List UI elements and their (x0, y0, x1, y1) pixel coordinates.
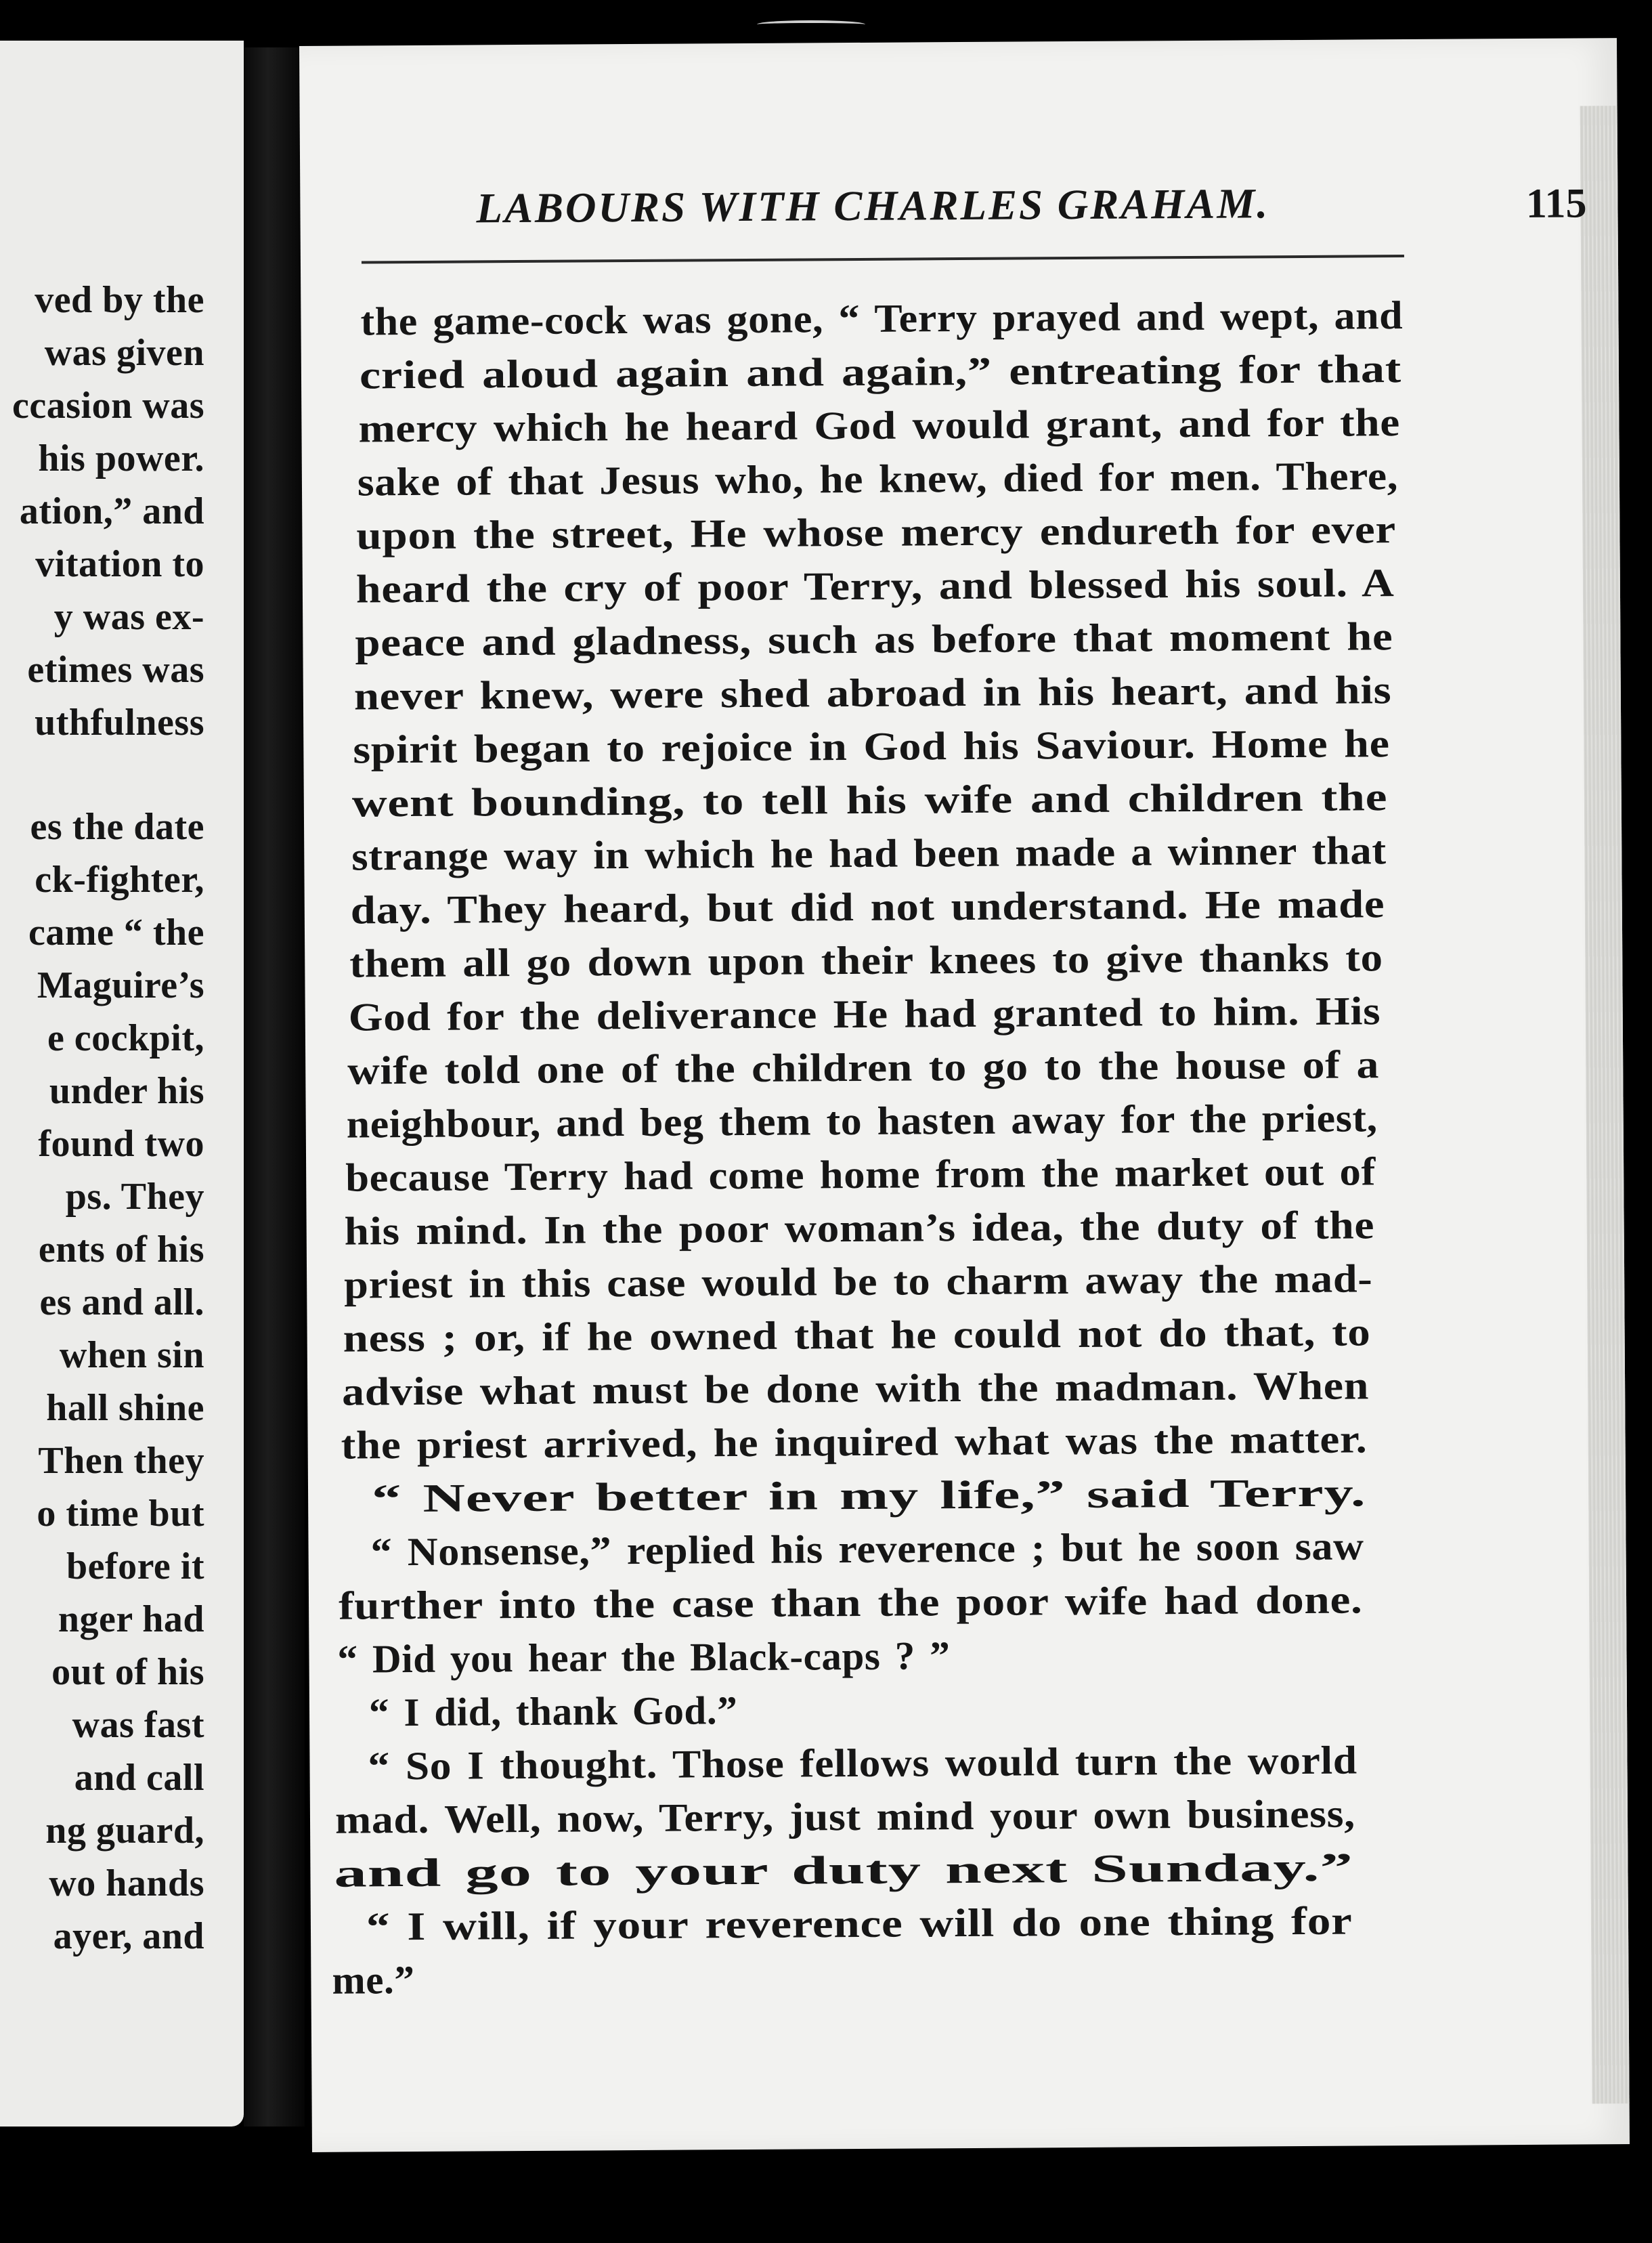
facing-line: es the date (30, 806, 204, 848)
text-line: his mind. In the poor woman’s idea, the duty of the (344, 1202, 1375, 1254)
facing-line: uthfulness (35, 702, 204, 744)
text-line: God for the deliverance He had granted to him. His (348, 988, 1381, 1040)
facing-line: was given (44, 332, 204, 374)
facing-line: his power. (38, 437, 204, 479)
text-line: and go to your duty next Sunday.” (334, 1844, 1354, 1896)
facing-line: ents of his (38, 1229, 204, 1270)
running-title: LABOURS WITH CHARLES GRAHAM. (476, 179, 1270, 232)
text-line: sake of that Jesus who, he knew, died for men. There, (357, 453, 1399, 505)
facing-line: nger had (58, 1598, 204, 1640)
facing-line: ck-fighter, (35, 859, 204, 901)
text-line: mad. Well, now, Terry, just mind your own business, (334, 1791, 1355, 1842)
text-line: the game-cock was gone, “ Terry prayed and wept, and (360, 293, 1404, 344)
facing-line: ation,” and (19, 490, 204, 532)
facing-line: ng guard, (45, 1810, 204, 1852)
facing-line: came “ the (28, 912, 204, 954)
text-line: “ I did, thank God.” (368, 1688, 738, 1735)
text-line: “ Did you hear the Black-caps ? ” (337, 1633, 951, 1682)
text-line: me.” (332, 1957, 415, 2003)
facing-line: vitation to (35, 543, 204, 585)
text-line: spirit began to rejoice in God his Saviour. Home he (353, 721, 1390, 772)
facing-line: Then they (38, 1440, 204, 1482)
book-gutter (244, 47, 305, 2127)
text-line: wife told one of the children to go to the house of a (347, 1042, 1380, 1093)
text-line: day. They heard, but did not understand. He made (350, 881, 1385, 933)
text-line: priest in this case would be to charm away the mad- (343, 1256, 1373, 1307)
text-line: “ Never better in my life,” said Terry. (371, 1470, 1366, 1521)
facing-line: wo hands (49, 1862, 204, 1904)
facing-line: e cockpit, (47, 1017, 204, 1059)
facing-line: o time but (37, 1493, 204, 1535)
facing-line: when sin (59, 1334, 204, 1376)
facing-line: ved by the (35, 279, 204, 321)
page-115 (299, 38, 1630, 2152)
text-line: ness ; or, if he owned that he could not do that, to (343, 1309, 1371, 1361)
facing-line: and call (74, 1757, 204, 1799)
facing-line: hall shine (46, 1387, 204, 1429)
facing-page-fragment (0, 41, 244, 2127)
text-line: went bounding, to tell his wife and children the (351, 774, 1388, 826)
facing-line: ps. They (65, 1176, 204, 1218)
text-line: heard the cry of poor Terry, and blessed his soul. A (355, 560, 1395, 612)
facing-line: Maguire’s (37, 964, 204, 1006)
facing-line: before it (66, 1545, 204, 1587)
text-line: cried aloud again and again,” entreating for that (359, 346, 1402, 398)
page-body-text (299, 38, 1630, 2152)
scan-mark (757, 20, 865, 28)
text-line: never knew, were shed abroad in his heart, and his (353, 667, 1392, 719)
text-line: them all go down upon their knees to give thanks to (349, 935, 1383, 986)
facing-line: es and all. (39, 1281, 204, 1323)
facing-line: was fast (72, 1704, 204, 1746)
text-line: mercy which he heard God would grant, and for the (358, 400, 1401, 451)
facing-line: under his (49, 1070, 204, 1112)
text-line: “ I will, if your reverence will do one thing for (366, 1898, 1353, 1949)
text-line: upon the street, He whose mercy endureth for ever (356, 507, 1397, 558)
text-line: neighbour, and beg them to hasten away for the priest, (346, 1095, 1378, 1147)
text-line: the priest arrived, he inquired what was the matter. (341, 1416, 1368, 1468)
facing-line: etimes was (27, 649, 204, 691)
facing-line: found two (38, 1123, 204, 1165)
text-line: because Terry had come home from the market out of (345, 1149, 1376, 1200)
facing-line: out of his (51, 1651, 204, 1693)
page-number: 115 (1525, 180, 1587, 227)
facing-line: y was ex- (53, 596, 204, 638)
facing-line: ayer, and (53, 1915, 204, 1957)
text-line: “ Nonsense,” replied his reverence ; but he soon saw (370, 1523, 1364, 1575)
text-line: further into the case than the poor wife had done. (338, 1577, 1363, 1628)
text-line: advise what must be done with the madman. When (341, 1363, 1370, 1414)
text-line: peace and gladness, such as before that moment he (355, 614, 1393, 665)
facing-line: ccasion was (12, 385, 204, 427)
text-line: “ So I thought. Those fellows would turn the world (368, 1737, 1357, 1789)
text-line: strange way in which he had been made a winner that (351, 828, 1387, 879)
